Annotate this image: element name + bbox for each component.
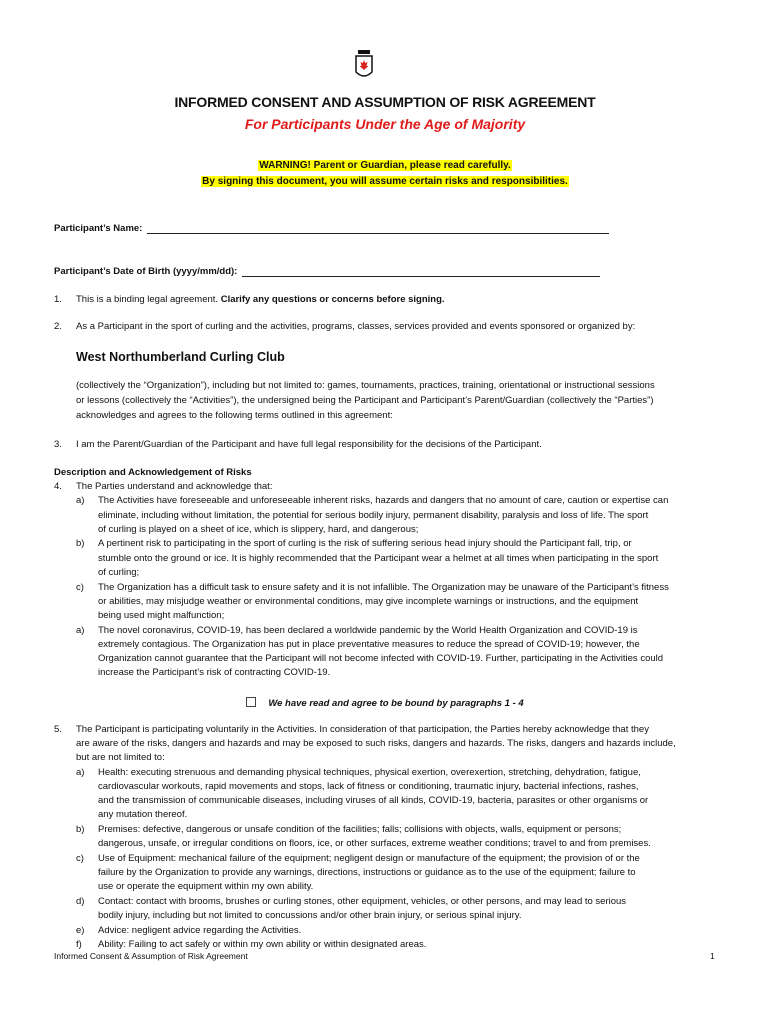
participant-name-label: Participant’s Name: [54,223,143,234]
item-5e-label: e) [76,925,85,936]
footer-document-name: Informed Consent & Assumption of Risk Agreement [54,951,248,961]
item-1-text: This is a binding legal agreement. Clarify any questions or concerns before signing. [76,294,445,305]
item-4c-line-3: being used might malfunction; [98,610,225,621]
item-4c-label: c) [76,582,84,593]
item-3-text: I am the Parent/Guardian of the Participant and have full legal responsibility for the decisions of the Participant. [76,439,542,450]
item-4b-label: b) [76,538,85,549]
item-4a-line-1: The Activities have foreseeable and unforeseeable inherent risks, hazards and dangers that no amount of care, caution or expertise can [98,495,669,506]
item-5a-line-3: and the transmission of communicable diseases, including viruses of all kinds, COVID-19, bacteria, parasites or other organisms or [98,795,649,806]
item-5c-line-1: Use of Equipment: mechanical failure of the equipment; negligent design or manufacture of the equipment; the provision of or the [98,853,640,864]
item-5a-line-4: any mutation thereof. [98,809,188,820]
item-5-number: 5. [54,724,62,735]
item-5b-label: b) [76,824,85,835]
item-4a-line-3: of curling is played on a sheet of ice, which is slippery, hard, and dangerous; [98,524,419,535]
document-title: INFORMED CONSENT AND ASSUMPTION OF RISK AGREEMENT [174,94,596,110]
item-4b-line-2: stumble onto the ground or ice. It is highly recommended that the Participant wear a helmet at all times when participating in the sport [98,553,659,564]
participant-dob-label: Participant’s Date of Birth (yyyy/mm/dd): [54,266,238,277]
participant-dob-field [54,266,600,277]
item-5b-line-2: dangerous, unsafe, or irregular conditions on floors, ice, or other surfaces, extreme weather conditions; travel to and from premises. [98,838,651,849]
item-4a-line-2: eliminate, including without limitation, the potential for serious bodily injury, permanent disability, paralysis and loss of life. The sport [98,510,649,521]
item-5a-label: a) [76,767,85,778]
item-4b-line-1: A pertinent risk to participating in the sport of curling is the risk of suffering serious head injury should the Participant fall, trip, or [98,538,632,549]
agree-label: We have read and agree to be bound by paragraphs 1 - 4 [268,698,524,709]
item-5d-line-2: bodily injury, including but not limited to concussions and/or other brain injury, or serious spinal injury. [98,910,522,921]
participant-name-field [54,223,609,234]
item-5d-label: d) [76,896,85,907]
organization-desc-line-2: or lessons (collectively the “Activities”), the undersigned being the Participant and Participant’s Parent/Guardian (collectively the “Parties”) [76,395,654,406]
item-5e-line-1: Advice: negligent advice regarding the Activities. [98,925,302,936]
curling-canada-logo-icon [354,48,374,80]
item-5a-line-1: Health: executing strenuous and demanding physical techniques, physical exertion, overexertion, stretching, dehydration, fatigue, [98,767,641,778]
item-5-line-2: are aware of the risks, dangers and hazards and may be exposed to such risks, dangers and hazards. The risks, dangers and hazards include, [76,738,676,749]
item-4a-label: a) [76,495,85,506]
item-5-line-1: The Participant is participating voluntarily in the Activities. In consideration of that participation, the Parties hereby acknowledge that they [76,724,649,735]
warning-line-1: WARNING! Parent or Guardian, please read carefully. [259,160,511,171]
item-1-number: 1. [54,294,62,305]
item-2-text: As a Participant in the sport of curling and the activities, programs, classes, services provided and events sponsored or organized by: [76,321,636,332]
document-subtitle: For Participants Under the Age of Majority [244,116,526,132]
item-5f-line-1: Ability: Failing to act safely or within my own ability or within designated areas. [98,939,427,950]
agree-paragraphs-1-4 [0,697,770,709]
item-4c-line-2: or abilities, may misjudge weather or environmental conditions, may give incomplete warnings or instructions, and the equipment [98,596,639,607]
item-4d-line-4: increase the Participant’s risk of contracting COVID-19. [98,667,331,678]
participant-dob-input-line[interactable] [242,267,600,277]
item-5a-line-2: cardiovascular workouts, rapid movements and stops, lack of fitness or conditioning, traumatic injury, bacterial infections, rashes, [98,781,639,792]
agree-checkbox[interactable] [246,697,256,707]
item-4d-label: a) [76,625,85,636]
organization-desc-line-1: (collectively the “Organization”), including but not limited to: games, tournaments, practices, training, orientational or instructional sessions [76,380,655,391]
item-4d-line-3: Organization cannot guarantee that the Participant will not become infected with COVID-19. Further, participating in the Activities could [98,653,664,664]
organization-name: West Northumberland Curling Club [76,350,285,364]
item-5c-line-3: use or operate the equipment within my own ability. [98,881,314,892]
item-4b-line-3: of curling; [98,567,140,578]
item-5f-label: f) [76,939,82,950]
item-4-number: 4. [54,481,62,492]
item-4d-line-2: extremely contagious. The Organization has put in place preventative measures to reduce the spread of COVID-19; however, the [98,639,640,650]
footer-page-number: 1 [710,951,715,961]
warning-line-2: By signing this document, you will assume certain risks and responsibilities. [202,176,568,187]
item-4d-line-1: The novel coronavirus, COVID-19, has been declared a worldwide pandemic by the World Health Organization and COVID-19 is [98,625,638,636]
participant-name-input-line[interactable] [147,224,609,234]
organization-desc-line-3: acknowledges and agrees to the following terms outlined in this agreement: [76,410,393,421]
item-5c-line-2: failure by the Organization to provide any warnings, directions, instructions or guidance as to the use of the equipment; failure to [98,867,636,878]
item-4-text: The Parties understand and acknowledge that: [76,481,273,492]
risks-heading: Description and Acknowledgement of Risks [54,467,252,478]
item-2-number: 2. [54,321,62,332]
item-5c-label: c) [76,853,84,864]
item-5b-line-1: Premises: defective, dangerous or unsafe condition of the facilities; falls; collisions with objects, walls, equipment or persons; [98,824,622,835]
item-5d-line-1: Contact: contact with brooms, brushes or curling stones, other equipment, vehicles, or other persons, and may lead to serious [98,896,627,907]
item-5-line-3: but are not limited to: [76,752,165,763]
item-4c-line-1: The Organization has a difficult task to ensure safety and it is not infallible. The Organization may be unaware of the Participant’s fitness [98,582,669,593]
item-3-number: 3. [54,439,62,450]
